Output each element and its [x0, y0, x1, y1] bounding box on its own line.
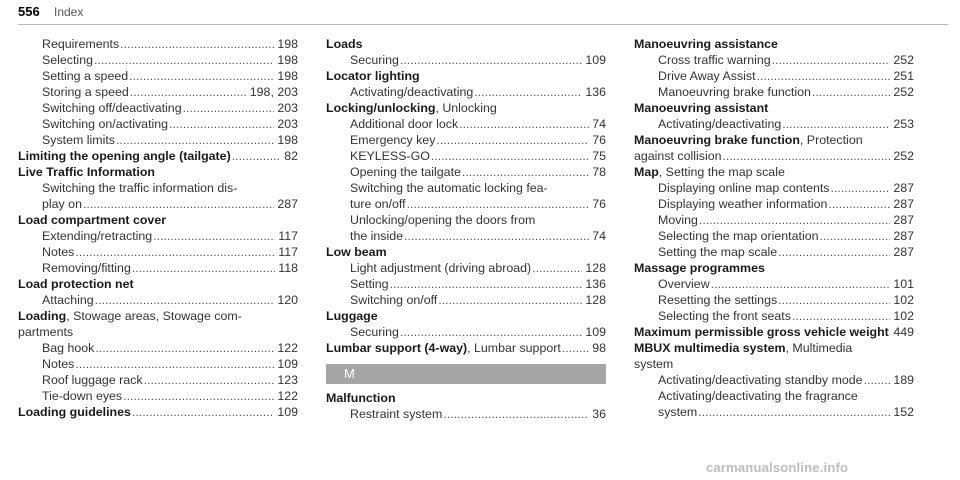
dot-leader [132, 260, 275, 276]
subentry-text: Removing/fitting [42, 261, 131, 275]
index-subentry [326, 260, 606, 276]
index-subentry [634, 228, 914, 244]
index-heading [326, 68, 606, 84]
index-subentry [326, 324, 606, 340]
index-heading [18, 276, 298, 292]
index-subentry [18, 68, 298, 84]
dot-leader [404, 228, 589, 244]
dot-leader [864, 372, 891, 388]
subentry-text: Setting [350, 277, 389, 291]
heading-text [18, 404, 131, 420]
page-reference: 117 [278, 245, 298, 259]
index-heading [326, 308, 606, 324]
index-subentry [18, 116, 298, 132]
page-reference: 252 [893, 53, 914, 67]
index-subentry [326, 212, 606, 228]
index-subentry [18, 180, 298, 196]
subentry-text: Securing [350, 53, 399, 67]
subentry-text: system [658, 405, 698, 419]
index-subentry [634, 68, 914, 84]
index-subentry [634, 180, 914, 196]
dot-leader [130, 84, 247, 100]
page-reference: 198 [277, 69, 298, 83]
subentry-text: System limits [42, 133, 115, 147]
index-heading [18, 404, 298, 420]
section-letter-bar: M [326, 364, 606, 384]
page-reference: 102 [893, 293, 914, 307]
index-entry [326, 68, 606, 100]
subentry-text: Bag hook [42, 341, 95, 355]
index-subentry [326, 116, 606, 132]
index-heading [326, 100, 606, 116]
dot-leader [474, 84, 582, 100]
heading-text [18, 309, 242, 323]
index-heading [634, 260, 914, 276]
index-subentry [326, 84, 606, 100]
subentry-text: Opening the tailgate [350, 165, 461, 179]
dot-leader [169, 116, 274, 132]
index-entry [326, 390, 606, 422]
dot-leader [436, 132, 589, 148]
heading-word: Massage programmes [634, 261, 765, 275]
subentry-text: ture on/off [350, 197, 406, 211]
heading-word: Malfunction [326, 391, 396, 405]
index-heading [326, 390, 606, 406]
page-reference: 252 [893, 85, 914, 99]
heading-text [18, 277, 134, 291]
dot-leader [153, 228, 275, 244]
index-subentry [634, 308, 914, 324]
index-subentry [18, 196, 298, 212]
subentry-text: Switching the automatic locking fea- [350, 181, 548, 195]
subentry-text: Tie-down eyes [42, 389, 123, 403]
page-reference: 449 [893, 325, 914, 339]
dot-leader [123, 388, 274, 404]
dot-leader [443, 406, 589, 422]
dot-leader [431, 148, 589, 164]
dot-leader [144, 372, 275, 388]
dot-leader [459, 116, 589, 132]
heading-word: Limiting the opening angle (tailgate) [18, 149, 231, 163]
heading-text [634, 165, 785, 179]
heading-text [326, 101, 497, 115]
index-entry [18, 148, 298, 164]
index-entry [634, 164, 914, 260]
page-reference: 287 [893, 229, 914, 243]
subentry-text: Securing [350, 325, 399, 339]
dot-leader [183, 100, 275, 116]
subentry-text: Displaying weather information [658, 197, 828, 211]
page-reference: 74 [592, 117, 606, 131]
heading-text [326, 391, 396, 405]
dot-leader [462, 164, 589, 180]
heading-text [634, 133, 863, 147]
page-reference: 118 [278, 261, 298, 275]
index-subentry [326, 196, 606, 212]
index-entry [18, 308, 298, 404]
page-reference: 252 [893, 149, 914, 163]
index-subentry [326, 228, 606, 244]
dot-leader [400, 324, 582, 340]
page-reference: 287 [277, 197, 298, 211]
index-column-2 [326, 36, 606, 422]
index-subentry [326, 132, 606, 148]
dot-leader [699, 212, 890, 228]
dot-leader [116, 132, 274, 148]
subentry-text: Setting a speed [42, 69, 129, 83]
dot-leader [95, 340, 274, 356]
page-reference: 36 [592, 407, 606, 421]
page-reference: 76 [592, 133, 606, 147]
subentry-text: Extending/retracting [42, 229, 153, 243]
index-subentry [326, 406, 606, 422]
subentry-text: Activating/deactivating [658, 117, 782, 131]
dot-leader [390, 276, 583, 292]
subentry-text: Selecting the map orientation [658, 229, 819, 243]
page-reference: 136 [585, 277, 606, 291]
index-subentry [18, 372, 298, 388]
page-reference: 152 [893, 405, 914, 419]
index-subentry [326, 164, 606, 180]
subentry-text: partments [18, 325, 74, 339]
heading-word: Loading guidelines [18, 405, 131, 419]
heading-word: Loads [326, 37, 363, 51]
index-heading [634, 324, 914, 340]
subentry-text: Manoeuvring brake function [658, 85, 811, 99]
index-entry [326, 36, 606, 68]
heading-suffix: , Multimedia [785, 341, 853, 355]
subentry-text: Switching on/off [350, 293, 438, 307]
index-heading [326, 340, 606, 356]
index-subentry [634, 404, 914, 420]
heading-text [18, 213, 166, 227]
heading-text [18, 165, 155, 179]
page-reference: 101 [893, 277, 914, 291]
dot-leader [778, 244, 890, 260]
dot-leader [757, 68, 891, 84]
dot-leader [120, 36, 274, 52]
dot-leader [698, 404, 890, 420]
page-reference: 75 [592, 149, 606, 163]
heading-word: Locking/unlocking [326, 101, 436, 115]
dot-leader [828, 196, 890, 212]
index-subentry [18, 36, 298, 52]
index-entry [634, 36, 914, 100]
index-heading [18, 212, 298, 228]
subentry-text: Overview [658, 277, 710, 291]
page-header [18, 0, 948, 25]
dot-leader [792, 308, 890, 324]
page-reference: 120 [277, 293, 298, 307]
heading-suffix: , Setting the map scale [658, 165, 785, 179]
dot-leader [722, 148, 890, 164]
dot-leader [129, 68, 274, 84]
dot-leader [778, 292, 890, 308]
page-reference: 109 [277, 405, 298, 419]
subentry-text: Roof luggage rack [42, 373, 143, 387]
index-entry [326, 340, 606, 356]
index-subentry [326, 180, 606, 196]
heading-word: MBUX multimedia system [634, 341, 786, 355]
page-number: 556 [18, 4, 40, 19]
heading-word: Loading [18, 309, 67, 323]
page-reference: 109 [585, 53, 606, 67]
heading-text [18, 148, 231, 164]
index-entry [18, 164, 298, 212]
index-entry [18, 276, 298, 308]
heading-text [634, 261, 765, 275]
index-column-3 [634, 36, 914, 420]
subentry-text: Requirements [42, 37, 120, 51]
page-reference: 287 [893, 213, 914, 227]
dot-leader [400, 52, 582, 68]
heading-word: Locator lighting [326, 69, 420, 83]
page-reference: 117 [278, 229, 298, 243]
subentry-text: Activating/deactivating [350, 85, 474, 99]
page-reference: 122 [277, 389, 298, 403]
index-subentry [634, 52, 914, 68]
index-subentry [634, 244, 914, 260]
subentry-text: Light adjustment (driving abroad) [350, 261, 532, 275]
page-reference: 198 [277, 133, 298, 147]
index-heading [326, 244, 606, 260]
page-reference: 128 [585, 293, 606, 307]
dot-leader [232, 148, 281, 164]
page-reference: 123 [277, 373, 298, 387]
index-subentry [18, 388, 298, 404]
dot-leader [831, 180, 891, 196]
subentry-text: Activating/deactivating standby mode [658, 373, 863, 387]
index-subentry [18, 244, 298, 260]
index-subentry [634, 212, 914, 228]
page-reference: 287 [893, 197, 914, 211]
index-subentry [634, 292, 914, 308]
index-heading [18, 164, 298, 180]
dot-leader [820, 228, 891, 244]
heading-suffix: , Unlocking [435, 101, 497, 115]
page-reference: 198, 203 [249, 85, 298, 99]
heading-suffix: , Stowage areas, Stowage com- [66, 309, 242, 323]
index-subentry [18, 100, 298, 116]
index-subentry [18, 292, 298, 308]
index-subentry [634, 196, 914, 212]
subentry-text: Displaying online map contents [658, 181, 830, 195]
heading-word: Manoeuvring assistant [634, 101, 769, 115]
page-reference: 189 [893, 373, 914, 387]
subentry-text: Resetting the settings [658, 293, 778, 307]
page-reference: 203 [277, 101, 298, 115]
subentry-text: Selecting the front seats [658, 309, 791, 323]
dot-leader [75, 244, 275, 260]
index-subentry [634, 84, 914, 100]
subentry-text: against collision [634, 149, 722, 163]
dot-leader [890, 324, 891, 340]
index-entry [634, 132, 914, 164]
subentry-text: Selecting [42, 53, 93, 67]
page-reference: 109 [585, 325, 606, 339]
subentry-text: Additional door lock [350, 117, 459, 131]
subentry-text: Activating/deactivating the fragrance [658, 389, 858, 403]
index-subentry [634, 388, 914, 404]
subentry-text: Notes [42, 245, 75, 259]
index-entry [18, 36, 298, 148]
page-reference: 109 [277, 357, 298, 371]
page-reference: 78 [592, 165, 606, 179]
index-heading [634, 100, 914, 116]
index-entry [326, 244, 606, 308]
page-reference: 82 [284, 149, 298, 163]
subentry-text: Restraint system [350, 407, 443, 421]
heading-text [634, 37, 778, 51]
index-entry [18, 212, 298, 276]
index-subentry [326, 276, 606, 292]
index-subentry [18, 52, 298, 68]
subentry-text: Attaching [42, 293, 94, 307]
index-subentry [18, 260, 298, 276]
dot-leader [532, 260, 582, 276]
dot-leader [562, 340, 589, 356]
heading-word: Luggage [326, 309, 378, 323]
dot-leader [75, 356, 274, 372]
index-entry [634, 324, 914, 340]
index-entry [634, 260, 914, 324]
page-reference: 76 [592, 197, 606, 211]
dot-leader [407, 196, 590, 212]
page-reference: 98 [592, 341, 606, 355]
index-heading [634, 340, 914, 356]
heading-text [326, 245, 387, 259]
heading-text [634, 324, 889, 340]
dot-leader [812, 84, 890, 100]
subentry-text: Setting the map scale [658, 245, 778, 259]
index-subentry [326, 52, 606, 68]
index-subentry [18, 132, 298, 148]
page-reference: 287 [893, 245, 914, 259]
index-entry [326, 100, 606, 244]
dot-leader [772, 52, 891, 68]
page-reference: 287 [893, 181, 914, 195]
heading-word: Low beam [326, 245, 387, 259]
index-heading [18, 148, 298, 164]
heading-word: Lumbar support (4-way) [326, 341, 468, 355]
subentry-text: Cross traffic warning [658, 53, 771, 67]
index-subentry [326, 292, 606, 308]
page-reference: 198 [277, 37, 298, 51]
index-subentry [634, 116, 914, 132]
subentry-text: Notes [42, 357, 75, 371]
subentry-text: Moving [658, 213, 698, 227]
page-reference: 136 [585, 85, 606, 99]
dot-leader [438, 292, 582, 308]
subentry-text: Switching on/activating [42, 117, 169, 131]
dot-leader [782, 116, 890, 132]
subentry-text: KEYLESS-GO [350, 149, 430, 163]
index-entry [326, 308, 606, 340]
watermark-logo: carmanualsonline.info [706, 460, 849, 475]
heading-word: Manoeuvring assistance [634, 37, 778, 51]
index-subentry [18, 228, 298, 244]
heading-text [326, 309, 378, 323]
heading-word: Load compartment cover [18, 213, 167, 227]
dot-leader [132, 404, 274, 420]
index-subentry [634, 148, 914, 164]
index-subentry [634, 356, 914, 372]
heading-text [326, 37, 363, 51]
subentry-text: Storing a speed [42, 85, 129, 99]
page-reference: 102 [893, 309, 914, 323]
heading-word: Map [634, 165, 659, 179]
dot-leader [94, 52, 274, 68]
index-heading [634, 132, 914, 148]
subentry-text: Switching off/deactivating [42, 101, 182, 115]
heading-text [634, 101, 768, 115]
dot-leader [83, 196, 274, 212]
subentry-text: Unlocking/opening the doors from [350, 213, 536, 227]
heading-suffix: , Protection [799, 133, 863, 147]
heading-word: Maximum permissible gross vehicle weight [634, 325, 889, 339]
page-reference: 74 [592, 229, 606, 243]
index-subentry [634, 372, 914, 388]
subentry-text: system [634, 357, 674, 371]
index-heading [326, 36, 606, 52]
index-entry [18, 404, 298, 420]
page-reference: 203 [277, 117, 298, 131]
index-subentry [326, 148, 606, 164]
page-reference: 253 [893, 117, 914, 131]
page-reference: 198 [277, 53, 298, 67]
index-column-1 [18, 36, 298, 420]
index-subentry [18, 324, 298, 340]
index-subentry [18, 356, 298, 372]
index-heading [18, 308, 298, 324]
heading-suffix: , Lumbar support [467, 341, 561, 355]
index-heading [634, 36, 914, 52]
page-title: Index [54, 5, 84, 19]
heading-text [326, 69, 420, 83]
index-heading [634, 164, 914, 180]
heading-word: Manoeuvring brake function [634, 133, 800, 147]
index-subentry [18, 340, 298, 356]
dot-leader [95, 292, 275, 308]
subentry-text: Emergency key [350, 133, 436, 147]
heading-text [326, 340, 561, 356]
subentry-text: Drive Away Assist [658, 69, 756, 83]
index-subentry [18, 84, 298, 100]
page-reference: 122 [277, 341, 298, 355]
heading-text [634, 341, 852, 355]
index-subentry [634, 276, 914, 292]
page-reference: 128 [585, 261, 606, 275]
page-reference: 251 [893, 69, 914, 83]
index-entry [634, 340, 914, 420]
dot-leader [711, 276, 891, 292]
heading-word: Live Traffic Information [18, 165, 156, 179]
subentry-text: Switching the traffic information dis- [42, 181, 238, 195]
heading-word: Load protection net [18, 277, 134, 291]
index-entry [634, 100, 914, 132]
subentry-text: play on [42, 197, 82, 211]
subentry-text: the inside [350, 229, 404, 243]
